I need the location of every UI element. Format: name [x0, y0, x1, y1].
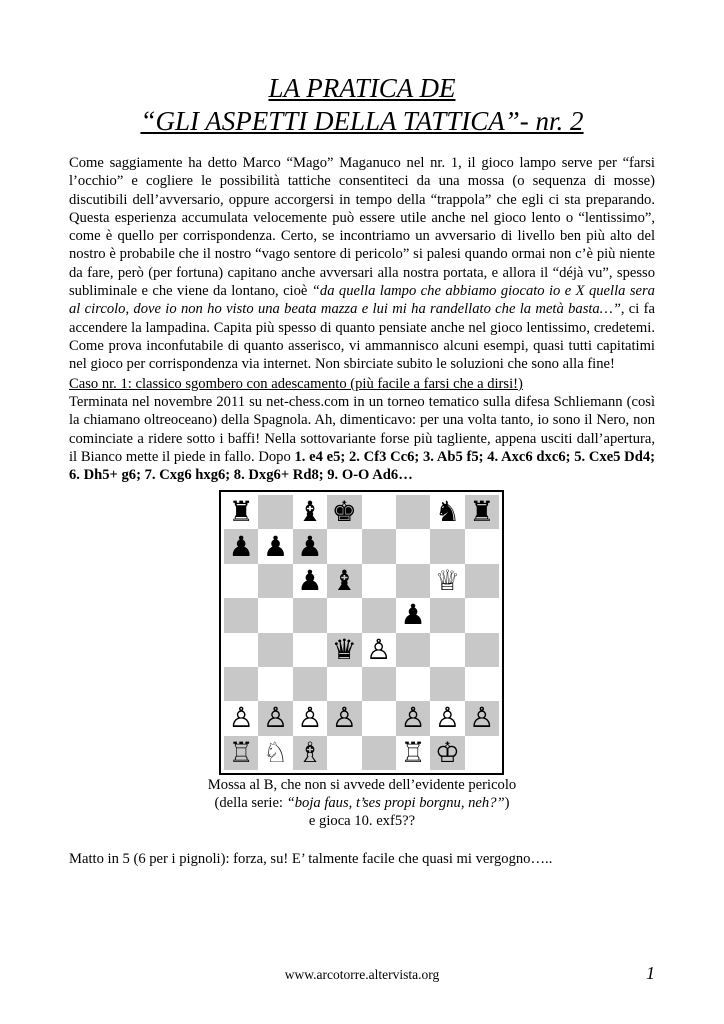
square-d1 — [327, 736, 361, 770]
square-b5 — [258, 598, 292, 632]
intro-paragraph — [69, 154, 655, 374]
square-b1: ♘ — [258, 736, 292, 770]
square-f1: ♖ — [396, 736, 430, 770]
chess-board — [224, 495, 499, 770]
square-f4 — [396, 633, 430, 667]
square-g8: ♞ — [430, 495, 464, 529]
square-d8: ♚ — [327, 495, 361, 529]
square-b8 — [258, 495, 292, 529]
square-e4: ♙ — [362, 633, 396, 667]
square-d5 — [327, 598, 361, 632]
square-f5: ♟ — [396, 598, 430, 632]
square-d7 — [327, 529, 361, 563]
square-e6 — [362, 564, 396, 598]
square-c7: ♟ — [293, 529, 327, 563]
square-h8: ♜ — [465, 495, 499, 529]
square-c1: ♗ — [293, 736, 327, 770]
square-d4: ♛ — [327, 633, 361, 667]
title-line-1: LA PRATICA DE — [268, 73, 456, 103]
square-h6 — [465, 564, 499, 598]
caption-line-2 — [0, 794, 724, 812]
intro-quote: “da quella lampo che abbiamo giocato io e X quella sera al circolo, dove io non ho visto una beata mazza e lui mi ha randellato che la metà basta…” — [69, 283, 655, 318]
square-b6 — [258, 564, 292, 598]
square-e7 — [362, 529, 396, 563]
square-d3 — [327, 667, 361, 701]
square-a3 — [224, 667, 258, 701]
mate-text: Matto in 5 (6 per i pignoli): forza, su! E’ talmente facile che quasi mi vergogno….. — [69, 851, 553, 867]
square-g1: ♔ — [430, 736, 464, 770]
square-f7 — [396, 529, 430, 563]
square-f3 — [396, 667, 430, 701]
intro-text-a: Come saggiamente ha detto Marco “Mago” Maganuco nel nr. 1, il gioco lampo serve per “farsi l’occhio” e cogliere le possibilità tattiche consentiteci da una mossa (o sequenza di mosse) discutibili dell’avversario, oppure accorgersi in tempo della “trappola” che egli ci sta preparando. Questa esperienza accumulata velocemente può essere utile anche nel gioco lento o “lentissimo”, come è quello per corrispondenza. Certo, se incontriamo un avversario di livello ben più alto del nostro è probabile che il nostro “vago sentore di pericolo” si palesi quando ormai non c’è più niente da fare, però (per fortuna) capitano anche avversari alla nostra portata, e allora il “déjà vu”, spesso subliminale e che viene da lontano, cioè — [69, 155, 655, 300]
title-line-2: “GLI ASPETTI DELLA TATTICA”- nr. 2 — [140, 106, 584, 136]
square-h2: ♙ — [465, 701, 499, 735]
square-b7: ♟ — [258, 529, 292, 563]
square-e5 — [362, 598, 396, 632]
case1-paragraph — [69, 393, 655, 484]
square-f2: ♙ — [396, 701, 430, 735]
square-g5 — [430, 598, 464, 632]
caption-line-3: e gioca 10. exf5?? — [308, 813, 416, 829]
square-e8 — [362, 495, 396, 529]
square-a7: ♟ — [224, 529, 258, 563]
square-g4 — [430, 633, 464, 667]
square-h3 — [465, 667, 499, 701]
square-h5 — [465, 598, 499, 632]
case1-moves: 1. e4 e5; 2. Cf3 Cc6; 3. Ab5 f5; 4. Axc6 dxc6; 5. Cxe5 Dd4; 6. Dh5+ g6; 7. Cxg6 hxg6; 8. Dxg6+ Rd8; 9. O-O Ad6… — [69, 448, 655, 484]
square-g3 — [430, 667, 464, 701]
square-e1 — [362, 736, 396, 770]
square-c3 — [293, 667, 327, 701]
square-c6: ♟ — [293, 564, 327, 598]
caption-line-1: Mossa al B, che non si avvede dell’evidente pericolo — [207, 777, 517, 793]
square-h7 — [465, 529, 499, 563]
square-a1: ♖ — [224, 736, 258, 770]
square-h4 — [465, 633, 499, 667]
caption-line2-b: ) — [504, 795, 510, 811]
square-c5 — [293, 598, 327, 632]
square-g7 — [430, 529, 464, 563]
square-b4 — [258, 633, 292, 667]
square-f8 — [396, 495, 430, 529]
square-h1 — [465, 736, 499, 770]
square-a4 — [224, 633, 258, 667]
caption-line2-a: (della serie: — [214, 795, 287, 811]
case1-heading: Caso nr. 1: classico sgombero con adescamento (più facile a farsi che a dirsi!) — [69, 376, 523, 392]
square-g2: ♙ — [430, 701, 464, 735]
square-c2: ♙ — [293, 701, 327, 735]
square-d6: ♝ — [327, 564, 361, 598]
square-b3 — [258, 667, 292, 701]
square-d2: ♙ — [327, 701, 361, 735]
square-g6: ♕ — [430, 564, 464, 598]
square-b2: ♙ — [258, 701, 292, 735]
square-a2: ♙ — [224, 701, 258, 735]
square-c4 — [293, 633, 327, 667]
square-e3 — [362, 667, 396, 701]
square-a6 — [224, 564, 258, 598]
chess-diagram — [219, 490, 504, 775]
square-a5 — [224, 598, 258, 632]
square-a8: ♜ — [224, 495, 258, 529]
caption-quote: “boja faus, t’ses propi borgnu, neh?” — [286, 795, 505, 811]
intro-text-b: , ci fa accendere la lampadina. Capita più spesso di quanto pensiate anche nel gioco lentissimo, credetemi. Come prova inconfutabile di quanto asserisco, vi ammannisco alcuni esempi, quasi tutti capitatimi nel gioco per corrispondenza via internet. Non sbirciate subito le soluzioni che sono alla fine! — [69, 301, 655, 373]
footer-url[interactable]: www.arcotorre.altervista.org — [284, 967, 440, 982]
square-c8: ♝ — [293, 495, 327, 529]
square-e2 — [362, 701, 396, 735]
square-f6 — [396, 564, 430, 598]
case1-text: Terminata nel novembre 2011 su net-chess.com in un torneo tematico sulla difesa Schliemann (così la chiamano oltreoceano) della Spagnola. Ah, dimenticavo: per una volta tanto, io sono il Nero, non cominciate a ridere sotto i baffi! Nella sottovariante forse più tagliente, appena usciti dall’apertura, il Bianco mette il piede in fallo. Dopo — [69, 394, 655, 465]
page-number: 1 — [646, 963, 655, 983]
